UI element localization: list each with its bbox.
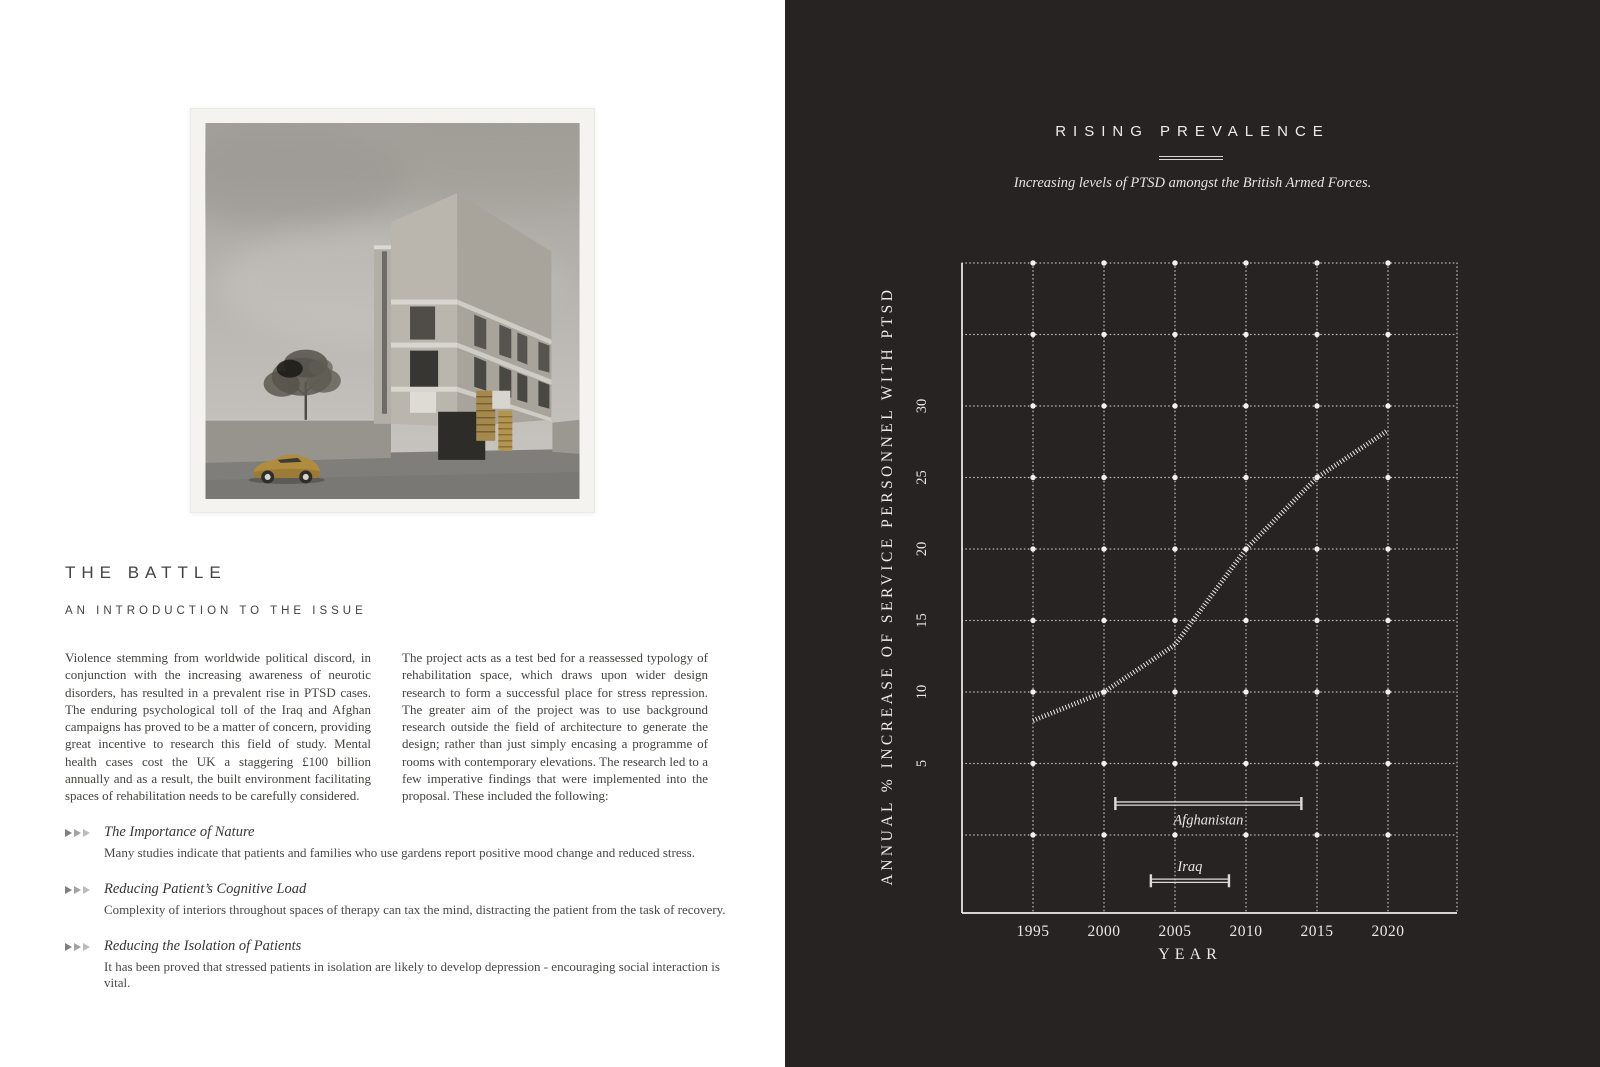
grid-node [1172,546,1177,551]
grid-node [1030,403,1035,408]
grid-node [1385,403,1390,408]
finding-description: It has been proved that stressed patients in isolation are likely to develop depression - encouraging social interaction is vital. [104,959,720,990]
triple-arrow-icon [65,938,104,991]
white-panel [410,392,436,413]
x-tick-label: 2010 [1229,923,1263,940]
grid-node [1314,689,1319,694]
x-tick-label: 2015 [1300,923,1334,940]
white-panel [492,391,510,409]
range-bar-iraq [1151,859,1229,888]
grid-node [1101,332,1106,337]
grid-node [1172,689,1177,694]
intro-column-1: Violence stemming from worldwide political discord, in conjunction with the increasing awareness of neurotic disorders, has resulted in a prevalent rise in PTSD cases. The enduring psychological toll of the Iraq and Afghan campaigns has proved to be a matter of concern, providing great incentive to research this field of study. Mental health cases cost the UK a staggering £100 billion annually and as a result, the built environment facilitating spaces of rehabilitation needs to be carefully considered. [65,650,371,804]
window [410,351,438,387]
window [538,342,549,373]
window [517,333,527,365]
y-tick-label: 10 [914,684,930,700]
grid-node [1172,761,1177,766]
x-tick-label: 2000 [1087,923,1121,940]
grid-node [1172,403,1177,408]
window [474,315,486,350]
grid-node [1101,761,1106,766]
grid-node [1243,332,1248,337]
ptsd-series-line [1033,430,1388,720]
left-page [0,0,785,1067]
grid-node [1314,403,1319,408]
grid-node [1030,260,1035,265]
grid-node [1101,546,1106,551]
intro-column-2: The project acts as a test bed for a reassessed typology of rehabilitation space, which draws upon wider design research to form a successful place for stress repression. The greater aim of the project was to use background research outside the field of architecture to generate the design; rather than just simply encasing a programme of rooms with contemporary elevations. The research led to a few imperative findings that were implemented into the proposal. These included the following: [402,650,708,804]
section-subtitle: AN INTRODUCTION TO THE ISSUE [65,605,367,617]
grid-node [1385,260,1390,265]
grid-node [1314,618,1319,623]
grid-node [1030,689,1035,694]
grid-node [1030,546,1035,551]
range-bar-afghanistan [1115,797,1301,829]
right-page [785,0,1600,1067]
grid-node [1243,475,1248,480]
grid-node [1101,618,1106,623]
finding-description: Complexity of interiors throughout spaces of therapy can tax the mind, distracting the patient from the task of recovery. [104,902,726,917]
grid-node [1385,332,1390,337]
grid-node [1101,475,1106,480]
y-axis-title: ANNUAL % INCREASE OF SERVICE PERSONNEL WITH PTSD [879,286,896,886]
architectural-render-frame [190,108,595,513]
grid-node [1385,618,1390,623]
grid-node [1101,403,1106,408]
grid-node [1243,761,1248,766]
grid-node [1172,332,1177,337]
grid-node [1172,832,1177,837]
grid-node [1030,475,1035,480]
finding-title: Reducing the Isolation of Patients [104,938,302,954]
findings-list [65,824,745,1011]
y-tick-label: 25 [914,470,930,485]
grid-node [1314,761,1319,766]
grid-node [1243,403,1248,408]
grid-node [1314,332,1319,337]
x-tick-label: 2005 [1158,923,1192,940]
finding-title: Reducing Patient’s Cognitive Load [104,881,307,897]
window [410,306,435,339]
triple-arrow-icon [65,881,104,918]
grid-node [1243,618,1248,623]
grid-node [1172,618,1177,623]
grid-node [1385,832,1390,837]
grid-node [1101,832,1106,837]
x-tick-label: 1995 [1016,923,1050,940]
grid-node [1385,689,1390,694]
building-render-illustration [205,123,580,499]
grid-node [1030,832,1035,837]
window [538,381,549,409]
range-bar-label: Afghanistan [1173,812,1244,829]
chart-title: RISING PREVALENCE [1055,123,1330,140]
range-bar-label: Iraq [1177,858,1203,875]
window [474,357,486,391]
finding-item [65,881,745,918]
grid-node [1314,546,1319,551]
grid-node [1172,475,1177,480]
y-tick-label: 5 [914,759,930,768]
grid-node [1243,689,1248,694]
grid-node [1243,832,1248,837]
grid-node [1030,332,1035,337]
grid-node [1385,761,1390,766]
grid-node [1172,260,1177,265]
finding-item [65,824,745,861]
grid-node [1314,260,1319,265]
grid-node [1030,618,1035,623]
window [499,325,511,359]
section-title: THE BATTLE [65,563,227,582]
chart-subtitle: Increasing levels of PTSD amongst the British Armed Forces. [1013,175,1372,191]
window [517,373,527,403]
y-tick-label: 20 [914,541,930,557]
grid-node [1101,260,1106,265]
y-tick-label: 30 [914,398,930,414]
grid-node [1030,761,1035,766]
grid-node [1385,546,1390,551]
finding-title: The Importance of Nature [104,824,255,840]
grid-node [1314,832,1319,837]
finding-item [65,938,745,991]
x-axis-title: YEAR [1158,946,1222,963]
y-tick-label: 15 [914,613,930,628]
grid-node [1385,475,1390,480]
x-tick-label: 2020 [1371,923,1405,940]
finding-description: Many studies indicate that patients and families who use gardens report positive mood change and reduced stress. [104,845,695,860]
triple-arrow-icon [65,824,104,861]
introduction-text [65,649,709,805]
grid-node [1243,260,1248,265]
ptsd-line-chart [785,0,1600,1067]
wall-right [552,420,579,454]
